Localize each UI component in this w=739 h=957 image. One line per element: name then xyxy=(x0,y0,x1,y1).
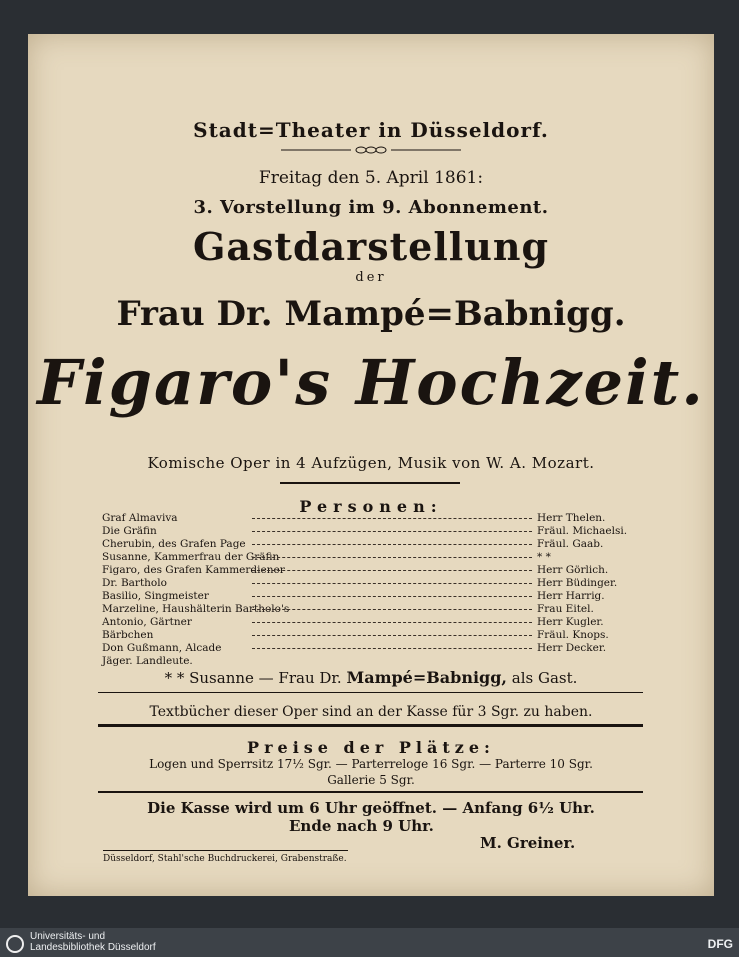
cast-row xyxy=(102,564,642,577)
guest-name: Frau Dr. Mampé=Babnigg. xyxy=(116,294,626,334)
dash-leader xyxy=(252,596,532,597)
role-actor: Herr Thelen. xyxy=(537,512,606,524)
cast-row xyxy=(102,525,642,538)
rule-printer xyxy=(103,850,348,851)
preise-line-1: Logen und Sperrsitz 17½ Sgr. — Parterreloge 16 Sgr. — Parterre 10 Sgr. xyxy=(149,757,593,771)
guest-heading: Gastdarstellung xyxy=(192,224,550,269)
role-actor: Herr Büdinger. xyxy=(537,577,618,589)
role-actor: * * xyxy=(537,551,551,563)
role-name: Dr. Bartholo xyxy=(102,577,167,589)
dash-leader xyxy=(252,635,532,636)
role-actor: Herr Kugler. xyxy=(537,616,604,628)
role-name: Basilio, Singmeister xyxy=(102,590,209,602)
susanne-note-b: Mampé=Babnigg, xyxy=(346,668,507,687)
performance-number: 3. Vorstellung im 9. Abonnement. xyxy=(193,197,549,218)
dash-leader xyxy=(252,531,532,532)
library-logo-icon[interactable] xyxy=(6,935,24,953)
institution-line-2: Landesbibliothek Düsseldorf xyxy=(30,942,156,953)
dash-leader xyxy=(252,570,532,571)
susanne-note-c: als Gast. xyxy=(511,669,578,687)
cast-row xyxy=(102,629,642,642)
role-actor: Fräul. Knops. xyxy=(537,629,609,641)
role-name: Cherubin, des Grafen Page xyxy=(102,538,246,550)
personen-heading: Personen: xyxy=(299,497,443,516)
dfg-logo[interactable]: DFG xyxy=(707,937,733,951)
cast-row xyxy=(102,655,642,668)
cast-row xyxy=(102,577,642,590)
cast-row xyxy=(102,616,642,629)
ornament-divider xyxy=(281,146,461,154)
role-name: Marzeline, Haushälterin Bartholo's xyxy=(102,603,290,615)
role-actor: Frau Eitel. xyxy=(537,603,594,615)
dash-leader xyxy=(252,544,532,545)
role-name: Susanne, Kammerfrau der Gräfin xyxy=(102,551,280,563)
role-name: Graf Almaviva xyxy=(102,512,178,524)
der-label: der xyxy=(355,270,387,285)
role-actor: Fräul. Michaelsi. xyxy=(537,525,628,537)
role-actor: Fräul. Gaab. xyxy=(537,538,604,550)
role-actor: Herr Görlich. xyxy=(537,564,609,576)
poster-paper xyxy=(28,34,714,896)
role-name: Jäger. Landleute. xyxy=(102,655,193,667)
dash-leader xyxy=(252,609,532,610)
cast-row xyxy=(102,512,642,525)
cast-row xyxy=(102,590,642,603)
role-actor: Herr Decker. xyxy=(537,642,607,654)
rule-a xyxy=(98,692,643,693)
opera-subtitle: Komische Oper in 4 Aufzügen, Musik von W. A. Mozart. xyxy=(147,454,595,472)
ende-line: Ende nach 9 Uhr. xyxy=(289,817,434,835)
textbuecher-note: Textbücher dieser Oper sind an der Kasse für 3 Sgr. zu haben. xyxy=(149,704,593,720)
role-name: Don Gußmann, Alcade xyxy=(102,642,222,654)
cast-row xyxy=(102,538,642,551)
signature: M. Greiner. xyxy=(480,834,576,852)
kasse-line: Die Kasse wird um 6 Uhr geöffnet. — Anfang 6½ Uhr. xyxy=(147,799,595,817)
susanne-note-a: * * Susanne — Frau Dr. xyxy=(164,669,342,687)
rule-under-subtitle xyxy=(280,482,460,484)
dash-leader xyxy=(252,518,532,519)
role-name: Figaro, des Grafen Kammerdiener xyxy=(102,564,285,576)
role-name: Antonio, Gärtner xyxy=(102,616,192,628)
institution-name[interactable] xyxy=(30,931,156,953)
opera-title: Figaro's Hochzeit. xyxy=(37,346,705,419)
performance-date: Freitag den 5. April 1861: xyxy=(258,168,484,188)
cast-row xyxy=(102,603,642,616)
preise-line-2: Gallerie 5 Sgr. xyxy=(327,773,415,787)
dash-leader xyxy=(252,622,532,623)
dash-leader xyxy=(252,557,532,558)
rule-c xyxy=(98,791,643,793)
cast-row xyxy=(102,551,642,564)
role-name: Bärbchen xyxy=(102,629,154,641)
theater-name: Stadt=Theater in Düsseldorf. xyxy=(193,118,549,142)
dash-leader xyxy=(252,648,532,649)
preise-heading: Preise der Plätze: xyxy=(247,738,495,757)
susanne-note xyxy=(28,668,714,687)
cast-list xyxy=(102,512,642,668)
institution-line-1: Universitäts- und xyxy=(30,931,106,942)
printer-imprint: Düsseldorf, Stahl'sche Buchdruckerei, Grabenstraße. xyxy=(103,854,347,864)
cast-row xyxy=(102,642,642,655)
rule-b xyxy=(98,724,643,727)
dash-leader xyxy=(252,583,532,584)
role-name: Die Gräfin xyxy=(102,525,157,537)
role-actor: Herr Harrig. xyxy=(537,590,605,602)
